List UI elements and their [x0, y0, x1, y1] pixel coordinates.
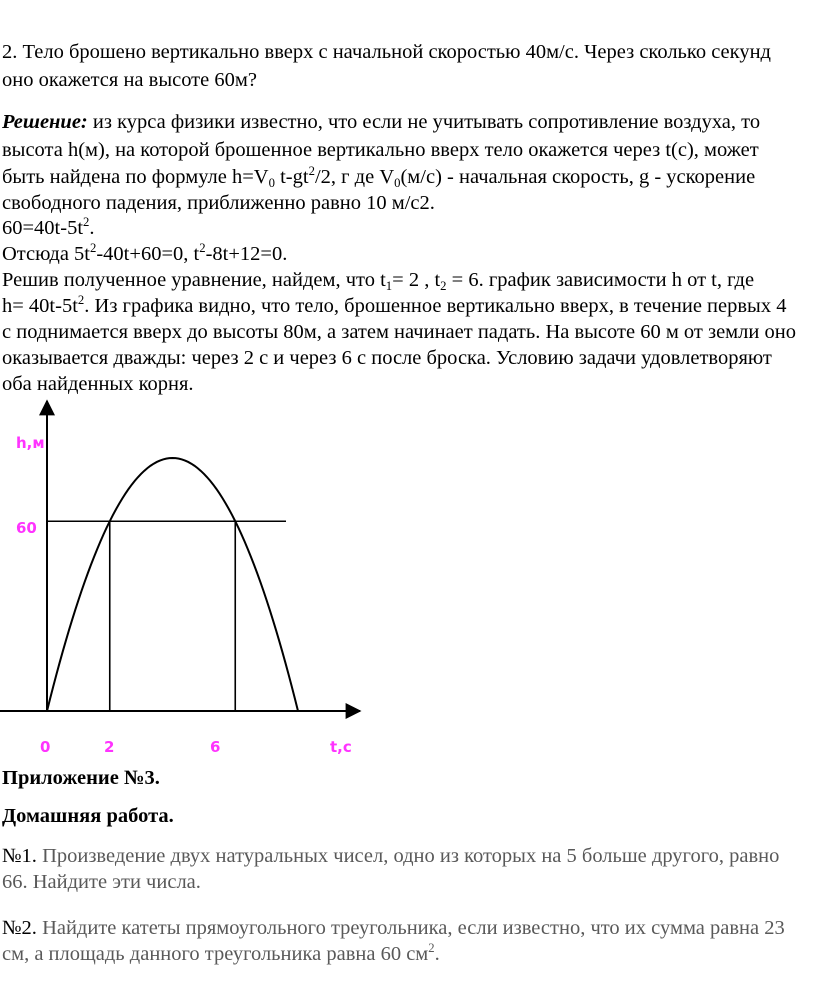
text: (м/с) - начальная скорость, g - ускорение — [400, 166, 756, 188]
y-axis-label: h,м — [16, 434, 45, 452]
task-1-line-1 — [2, 842, 816, 870]
task-text: . — [434, 943, 440, 965]
height-time-graph — [0, 395, 380, 767]
solution-line-1 — [2, 108, 816, 136]
homework-title: Домашняя работа. — [2, 805, 174, 827]
text: Отсюда 5t — [2, 243, 90, 265]
solution-line-4: свободного падения, приближенно равно 10 м/с2. — [2, 192, 435, 214]
task-number: №1. — [2, 845, 37, 867]
solution-line-10: оказывается дважды: через 2 с и через 6 с после броска. Условию задачи удовлетворяют — [2, 347, 772, 369]
text: . Из графика видно, что тело, брошенное вертикально вверх, в течение первых 4 — [84, 295, 787, 317]
subscript: 0 — [394, 176, 401, 190]
task-1-line-2: 66. Найдите эти числа. — [2, 871, 201, 893]
task-2-line-2 — [2, 940, 816, 970]
superscript: 2 — [77, 293, 85, 307]
solution-line-9: с поднимается вверх до высоты 80м, а затем начинает падать. На высоте 60 м от земли оно — [2, 321, 796, 343]
x-tick-label-6: 6 — [210, 738, 221, 756]
superscript: 2 — [308, 164, 315, 178]
text: /2, г де V — [314, 166, 395, 188]
text: = 6. график зависимости h от t, где — [446, 269, 755, 291]
superscript: 2 — [199, 241, 206, 255]
x-tick-label-0: 0 — [40, 738, 51, 756]
task-text: Произведение двух натуральных чисел, одно из которых на 5 больше другого, равно — [36, 845, 780, 867]
solution-line-11: оба найденных корня. — [2, 373, 194, 395]
task-2-line-1 — [2, 914, 816, 942]
text: -40t+60=0, t — [96, 243, 200, 265]
solution-label: Решение: — [2, 111, 88, 133]
task-number: №2. — [2, 917, 37, 939]
superscript: 2 — [83, 215, 90, 229]
solution-text: из курса физики известно, что если не учитывать сопротивление воздуха, то — [87, 111, 761, 133]
text: h= 40t-5t — [2, 295, 78, 317]
superscript: 2 — [428, 941, 435, 955]
solution-line-2: высота h(м), на которой брошенное вертикально вверх тело окажется через t(с), может — [2, 139, 759, 161]
subscript: 0 — [268, 176, 275, 190]
text: t-gt — [274, 166, 309, 188]
superscript: 2 — [90, 241, 97, 255]
problem-line-1: 2. Тело брошено вертикально вверх с начальной скоростью 40м/с. Через сколько секунд — [2, 41, 771, 63]
x-axis-label: t,c — [330, 738, 352, 756]
text: Решив полученное уравнение, найдем, что t — [2, 269, 386, 291]
text: . — [89, 217, 95, 239]
subscript: 1 — [385, 279, 393, 293]
task-text: см, а площадь данного треугольника равна 60 см — [2, 943, 429, 965]
x-tick-label-2: 2 — [104, 738, 115, 756]
text: 60=40t-5t — [2, 217, 84, 239]
problem-line-2: оно окажется на высоте 60м? — [2, 69, 257, 91]
series-line-height — [47, 458, 298, 711]
appendix-title: Приложение №3. — [2, 767, 160, 789]
text: -8t+12=0. — [205, 243, 288, 265]
text: быть найдена по формуле h=V — [2, 166, 269, 188]
task-text: Найдите катеты прямоугольного треугольника, если известно, что их сумма равна 23 — [36, 917, 785, 939]
text: = 2 , t — [392, 269, 441, 291]
y-tick-label-60: 60 — [16, 519, 37, 537]
subscript: 2 — [440, 279, 447, 293]
